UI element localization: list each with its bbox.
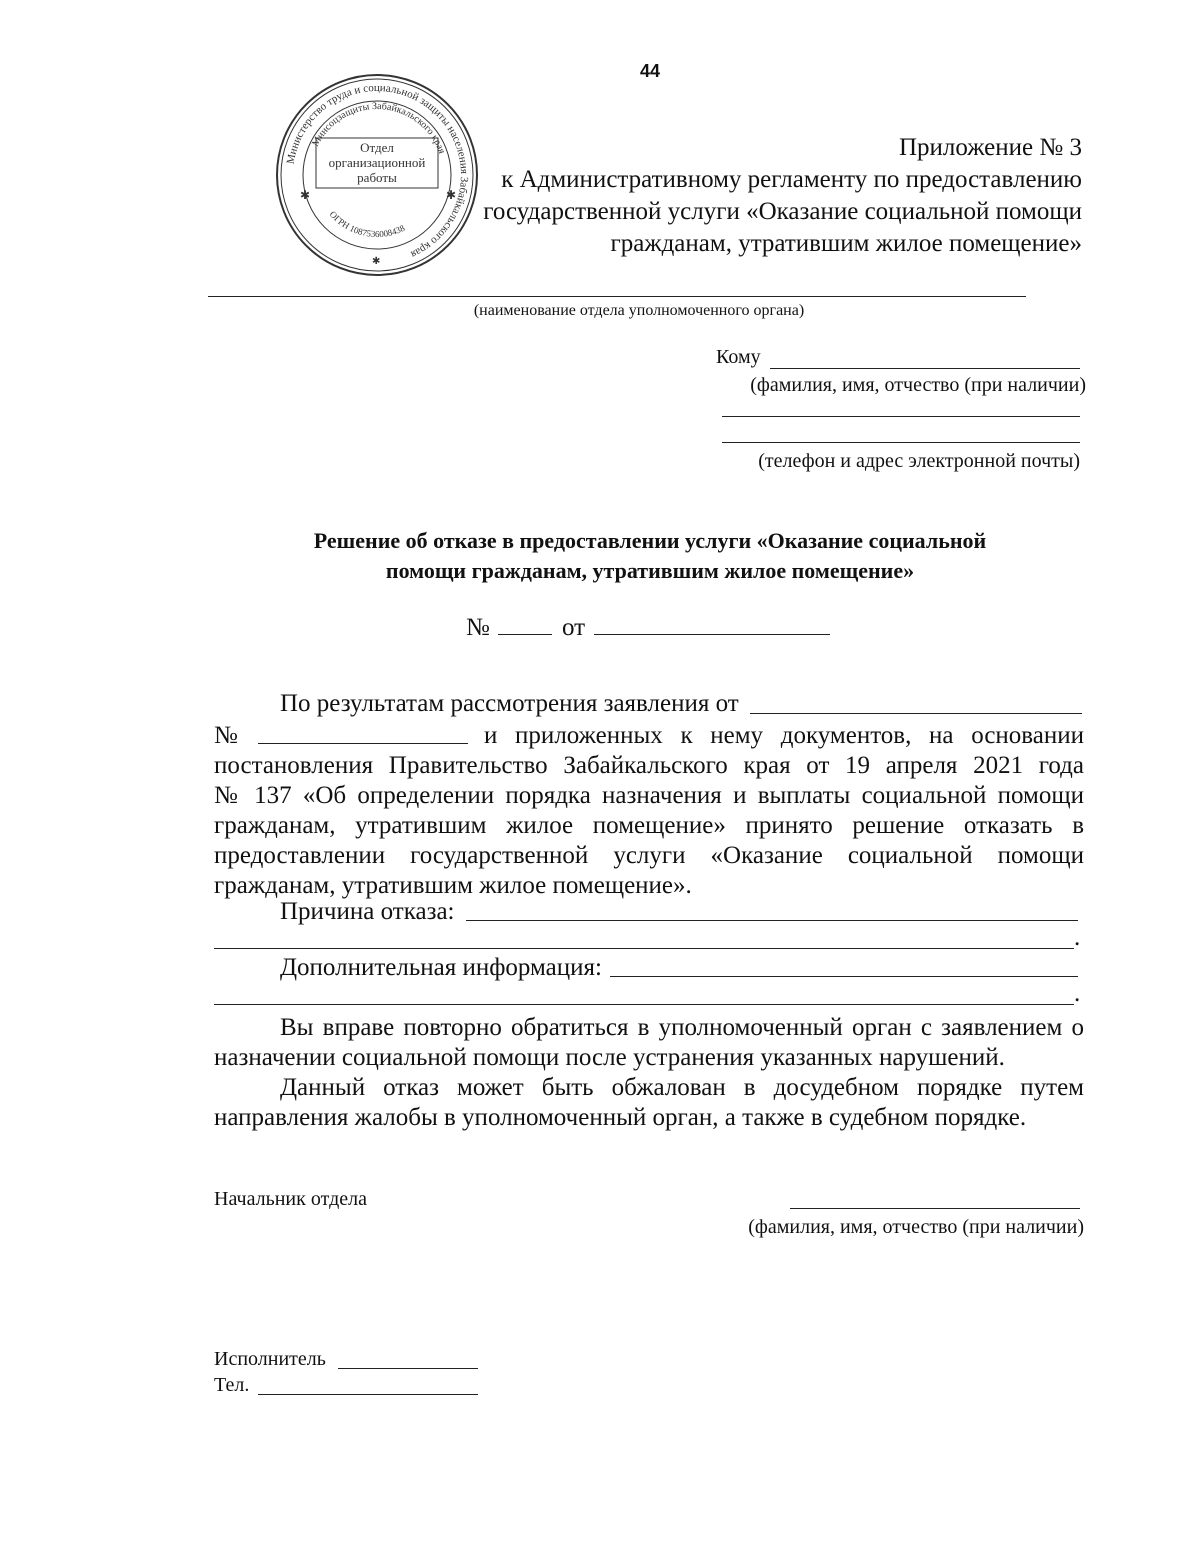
body-line: № 137 «Об определении порядка назначения и выплаты социальной помощи bbox=[214, 782, 1084, 809]
department-name-line bbox=[208, 296, 1026, 297]
decision-title-line: Решение об отказе в предоставлении услуги «Оказание социальной bbox=[313, 528, 987, 553]
signatory-position: Начальник отдела bbox=[214, 1188, 367, 1210]
recipient-name-line bbox=[770, 368, 1080, 369]
refusal-reason-field-continued bbox=[214, 948, 1074, 949]
decision-number-label: № bbox=[466, 614, 490, 641]
refusal-reason-label: Причина отказа: bbox=[280, 898, 455, 925]
department-caption: (наименование отдела уполномоченного органа) bbox=[473, 302, 805, 319]
appendix-header bbox=[382, 132, 1082, 260]
body-line: предоставлении государственной услуги «Оказание социальной помощи bbox=[214, 842, 1084, 869]
stamp-center-line-1: Отдел bbox=[360, 140, 394, 155]
recipient-blank-line bbox=[722, 416, 1080, 417]
stamp-center-line-3: работы bbox=[357, 170, 397, 185]
body-line: гражданам, утратившим жилое помещение» принято решение отказать в bbox=[214, 812, 1084, 839]
additional-info-label: Дополнительная информация: bbox=[280, 954, 602, 981]
period-mark: . bbox=[1074, 980, 1081, 1007]
application-date-field bbox=[750, 713, 1082, 714]
decision-number-field bbox=[498, 634, 552, 635]
body-line: По результатам рассмотрения заявления от bbox=[280, 690, 739, 717]
additional-info-field-continued bbox=[214, 1004, 1074, 1005]
stamp-star-icon: ✱ bbox=[372, 256, 381, 267]
body-line: Вы вправе повторно обратиться в уполномоченный орган с заявлением о bbox=[280, 1014, 1084, 1041]
body-line: постановления Правительство Забайкальского края от 19 апреля 2021 года bbox=[214, 752, 1084, 779]
body-line: направления жалобы в уполномоченный орган, а также в судебном порядке. bbox=[214, 1104, 1027, 1131]
phone-label: Тел. bbox=[214, 1374, 250, 1396]
stamp-outer-text: Министерство труда и социальной защиты населения Забайкальского края bbox=[284, 81, 471, 261]
phone-field bbox=[258, 1394, 478, 1395]
appendix-header-line: гражданам, утратившим жилое помещение» bbox=[610, 230, 1082, 257]
decision-title bbox=[150, 526, 1150, 586]
body-line: и приложенных к нему документов, на основании bbox=[484, 722, 1084, 749]
recipient-to-label: Кому bbox=[716, 346, 761, 368]
stamp-star-icon: ✱ bbox=[300, 188, 311, 202]
appendix-header-line: государственной услуги «Оказание социальной помощи bbox=[483, 198, 1082, 225]
appendix-header-line: к Административному регламенту по предоставлению bbox=[501, 166, 1082, 193]
body-line: Данный отказ может быть обжалован в досудебном порядке путем bbox=[280, 1074, 1084, 1101]
application-number-field bbox=[258, 743, 468, 744]
stamp-center-line-2: организационной bbox=[328, 155, 426, 170]
executor-label: Исполнитель bbox=[214, 1348, 326, 1370]
stamp-star-icon: ✱ bbox=[446, 188, 457, 202]
recipient-name-caption: (фамилия, имя, отчество (при наличии) bbox=[750, 374, 1086, 396]
recipient-contact-line bbox=[722, 442, 1080, 443]
signatory-name-field bbox=[790, 1208, 1080, 1209]
body-line: назначении социальной помощи после устранения указанных нарушений. bbox=[214, 1044, 1005, 1071]
stamp-ogrn-text: ОГРН 1087536008438 bbox=[327, 209, 407, 239]
recipient-contact-caption: (телефон и адрес электронной почты) bbox=[758, 450, 1080, 472]
application-number-label: № bbox=[214, 722, 238, 749]
page-number: 44 bbox=[639, 61, 661, 81]
decision-title-line: помощи гражданам, утратившим жилое помещение» bbox=[385, 558, 915, 583]
additional-info-field bbox=[610, 976, 1078, 977]
refusal-reason-field bbox=[466, 920, 1078, 921]
period-mark: . bbox=[1074, 924, 1081, 951]
body-line: гражданам, утратившим жилое помещение». bbox=[214, 872, 692, 899]
signatory-name-caption: (фамилия, имя, отчество (при наличии) bbox=[748, 1216, 1084, 1238]
decision-date-label: от bbox=[562, 614, 586, 641]
appendix-header-line: Приложение № 3 bbox=[898, 134, 1082, 161]
decision-date-field bbox=[594, 634, 830, 635]
executor-field bbox=[338, 1368, 478, 1369]
stamp-middle-text: Минсоцзащиты Забайкальского края bbox=[310, 100, 448, 156]
